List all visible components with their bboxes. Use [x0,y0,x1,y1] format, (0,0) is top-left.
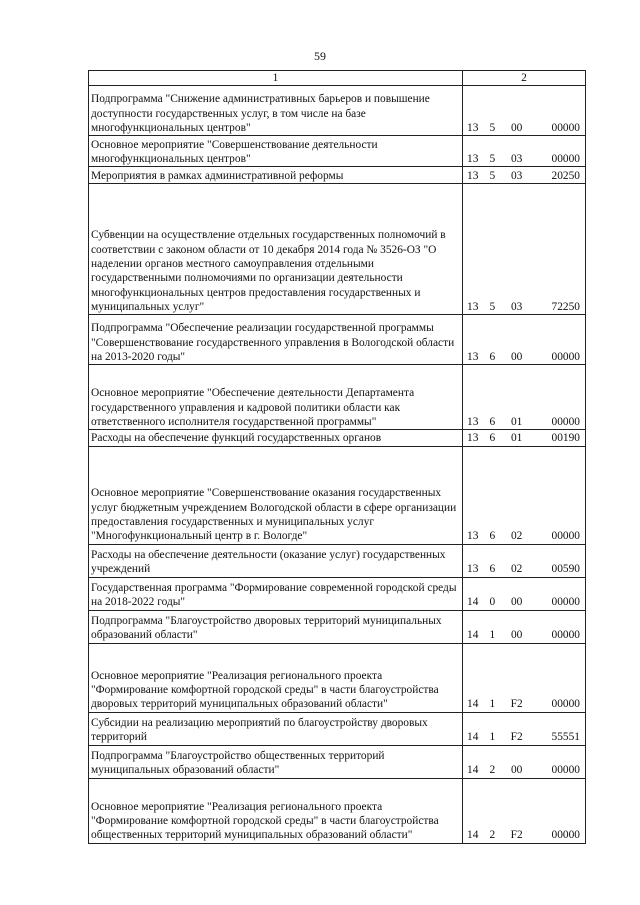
row-code [463,446,586,544]
budget-code [465,121,583,135]
code-subsection: 6 [489,351,496,363]
table-row [89,136,586,167]
code-direction: 00000 [551,530,580,543]
code-subsection: 5 [489,301,496,313]
column-header-description: 1 [89,71,463,86]
row-code [463,315,586,365]
row-code [463,136,586,167]
row-code [463,577,586,610]
row-description: Основное мероприятие "Обеспечение деятельности Департамента государственного управления и кадровой политики области как ответственного исполнителя государственной программы" [89,365,463,430]
row-code [463,544,586,577]
row-description: Государственная программа "Формирование современной городской среды на 2018-2022 годы" [89,577,463,610]
code-subsection: 6 [489,563,496,576]
code-event: 01 [510,432,523,445]
code-section: 13 [467,416,479,428]
table-row [89,778,586,843]
budget-code [465,730,583,744]
budget-code [465,562,583,576]
row-description: Подпрограмма "Благоустройство общественных территорий муниципальных образований области" [89,745,463,778]
code-direction: 00000 [551,629,580,642]
row-description: Подпрограмма "Снижение административных барьеров и повышение доступности государственных услуг, в том числе на базе многофункциональных центров" [89,86,463,136]
table-row [89,577,586,610]
table-row [89,446,586,544]
code-subsection: 6 [489,416,496,428]
budget-code [465,697,583,711]
code-direction: 00000 [551,698,580,711]
table-row [89,544,586,577]
code-direction: 00000 [551,596,580,609]
code-event: 01 [510,416,523,428]
budget-code [465,628,583,642]
code-direction: 20250 [551,170,580,182]
budget-code [465,300,583,314]
code-event: 00 [510,764,523,777]
row-code [463,778,586,843]
code-section: 13 [467,432,479,445]
code-section: 13 [467,170,479,182]
code-subsection: 6 [489,432,496,445]
code-direction: 00000 [551,829,580,842]
budget-classification-table [88,70,586,844]
budget-code [465,595,583,609]
code-section: 14 [467,829,479,842]
row-description: Расходы на обеспечение деятельности (оказание услуг) государственных учреждений [89,544,463,577]
table-row [89,643,586,712]
budget-code [465,415,583,429]
code-subsection: 1 [489,629,496,642]
budget-code [465,763,583,777]
code-event: 00 [510,629,523,642]
row-description: Субвенции на осуществление отдельных государственных полномочий в соответствии с законом области от 10 декабря 2014 года № 3526-ОЗ "О наделении органов местного самоуправления отдельными государственными полномочиями по организации деятельности многофункциональных центров предоставления государственных и муниципальных услуг" [89,184,463,315]
row-code [463,167,586,184]
table-row [89,167,586,184]
table-row [89,610,586,643]
budget-code [465,152,583,166]
code-subsection: 5 [489,153,496,165]
code-section: 14 [467,731,479,744]
code-section: 13 [467,122,479,134]
code-event: 00 [510,122,523,134]
code-direction: 00000 [551,416,580,428]
code-section: 13 [467,153,479,165]
code-section: 14 [467,698,479,711]
budget-code [465,529,583,543]
row-description: Мероприятия в рамках административной реформы [89,167,463,184]
row-code [463,610,586,643]
row-code [463,643,586,712]
code-subsection: 2 [489,829,496,842]
code-subsection: 2 [489,764,496,777]
code-direction: 00000 [551,122,580,134]
row-description: Подпрограмма "Обеспечение реализации государственной программы "Совершенствование государственного управления в Вологодской области на 2013-2020 годы" [89,315,463,365]
code-section: 13 [467,351,479,363]
table-row [89,184,586,315]
row-code [463,86,586,136]
code-direction: 55551 [551,731,580,744]
code-event: 03 [510,170,523,182]
row-description: Подпрограмма "Благоустройство дворовых территорий муниципальных образований области" [89,610,463,643]
code-event: F2 [510,731,523,744]
row-code [463,430,586,446]
code-event: 02 [510,563,523,576]
row-description: Субсидии на реализацию мероприятий по благоустройству дворовых территорий [89,712,463,745]
table-row [89,745,586,778]
code-subsection: 0 [489,596,496,609]
table-row [89,430,586,446]
code-section: 13 [467,301,479,313]
table-header-row [89,71,586,86]
page-number: 59 [314,49,326,63]
budget-code [465,431,583,445]
code-event: 03 [510,153,523,165]
code-event: 00 [510,596,523,609]
budget-code [465,169,583,183]
code-subsection: 5 [489,170,496,182]
code-event: F2 [510,698,523,711]
code-subsection: 1 [489,731,496,744]
row-description: Расходы на обеспечение функций государственных органов [89,430,463,446]
budget-code [465,828,583,842]
code-section: 14 [467,629,479,642]
row-code [463,712,586,745]
column-header-code: 2 [463,71,586,86]
code-event: 02 [510,530,523,543]
budget-code [465,350,583,364]
code-section: 14 [467,596,479,609]
code-section: 13 [467,530,479,543]
code-direction: 00190 [551,432,580,445]
table-row [89,86,586,136]
code-subsection: 6 [489,530,496,543]
row-description: Основное мероприятие "Реализация регионального проекта "Формирование комфортной городской среды" в части благоустройства общественных территорий муниципальных образований области" [89,778,463,843]
code-direction: 00000 [551,153,580,165]
row-code [463,365,586,430]
code-section: 14 [467,764,479,777]
code-direction: 00590 [551,563,580,576]
code-direction: 00000 [551,351,580,363]
code-direction: 00000 [551,764,580,777]
table-row [89,712,586,745]
row-code [463,745,586,778]
code-event: 00 [510,351,523,363]
row-code [463,184,586,315]
code-section: 13 [467,563,479,576]
code-subsection: 5 [489,122,496,134]
table-row [89,315,586,365]
code-event: 03 [510,301,523,313]
table-row [89,365,586,430]
row-description: Основное мероприятие "Совершенствование деятельности многофункциональных центров" [89,136,463,167]
code-event: F2 [510,829,523,842]
code-subsection: 1 [489,698,496,711]
row-description: Основное мероприятие "Совершенствование оказания государственных услуг бюджетным учреждением Вологодской области в сфере организации предоставления государственных и муниципальных услуг "Многофункциональный центр в г. Вологде" [89,446,463,544]
code-direction: 72250 [551,301,580,313]
row-description: Основное мероприятие "Реализация регионального проекта "Формирование комфортной городской среды" в части благоустройства дворовых территорий муниципальных образований области" [89,643,463,712]
